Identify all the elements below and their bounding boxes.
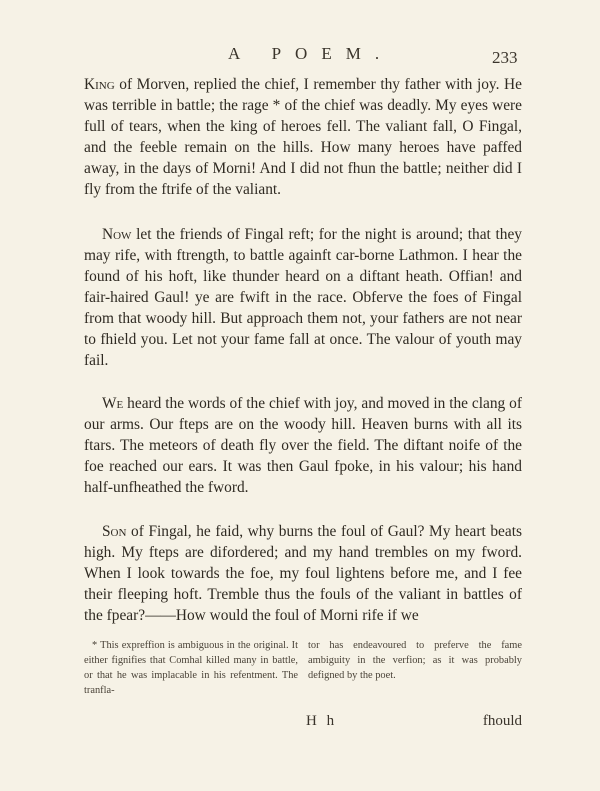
footnote-left-column: * This expreffion is ambiguous in the original. It either fignifies that Comhal killed many in battle, or that he was implacable in his refentment. The tranfla-	[84, 640, 298, 696]
paragraph-2	[84, 224, 522, 371]
footnote-right-column: tor has endeavoured to preferve the fame ambiguity in the verfion; as it was probably defigned by the poet.	[308, 640, 522, 681]
paragraph-text: of Fingal, he faid, why burns the foul of Gaul? My heart beats high. My fteps are difordered; and my hand trembles on my fword. When I look towards the foe, my foul lightens before me, and I fee their fleeping hoft. Tremble thus the fouls of the valiant in battles of the fpear?——How would the foul of Morni rife if we	[84, 523, 522, 624]
paragraph-text: of Morven, replied the chief, I remember thy father with joy. He was terrible in battle; the rage * of the chief was deadly. My eyes were full of tears, when the king of heroes fell. The valiant fall, O Fingal, and the feeble remain on the hills. How many heroes have paffed away, in the days of Morni! And I did not fhun the battle; neither did I fly from the ftrife of the valiant.	[84, 76, 522, 198]
page-number: 233	[492, 48, 518, 67]
paragraph-lead-word: Now	[102, 226, 132, 243]
signature-mark: H h	[306, 713, 338, 729]
paragraph-1	[84, 74, 522, 200]
running-title: A POEM.	[228, 44, 394, 63]
paragraph-lead-word: King	[84, 76, 115, 93]
paragraph-lead-word: Son	[102, 523, 127, 540]
paragraph-4	[84, 521, 522, 626]
paragraph-text: let the friends of Fingal reft; for the night is around; that they may rife, with ftrength, to battle againft car-borne Lathmon. I hear the found of his hoft, like thunder heard on a diftant heath. Offian! and fair-haired Gaul! ye are fwift in the race. Obferve the foes of Fingal from that woody hill. But approach them not, your fathers are not near to fhield you. Let not your fame fall at once. The valour of youth may fail.	[84, 226, 522, 369]
catchword: fhould	[482, 713, 522, 729]
footnote	[84, 638, 522, 698]
paragraph-text: heard the words of the chief with joy, and moved in the clang of our arms. Our fteps are on the woody hill. Heaven burns with all its ftars. The meteors of death fly over the field. The diftant noife of the foe reached our ears. It was then Gaul fpoke, in his valour; his hand half-unfheathed the fword.	[84, 395, 522, 496]
paragraph-3	[84, 393, 522, 498]
paragraph-lead-word: We	[102, 395, 124, 412]
